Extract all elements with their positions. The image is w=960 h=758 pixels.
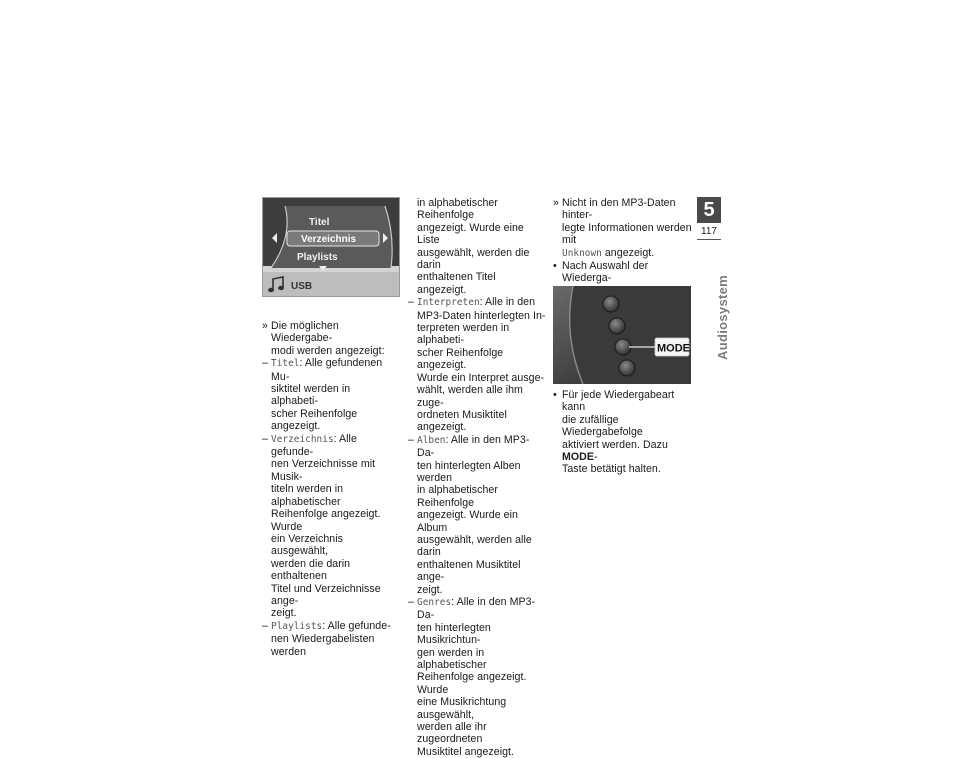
list-item: – Interpreten: Alle in den xyxy=(408,296,536,309)
tab-divider xyxy=(697,239,721,240)
mode-code: Genres xyxy=(417,597,452,608)
text-column-3: » Nicht in den MP3-Daten hinter- legte Informationen werden mit Unknown angezeigt. • Nach Auswahl der Wiederga- xyxy=(553,197,693,374)
display-screenshot xyxy=(262,197,400,297)
list-item: • Nach Auswahl der Wiederga- xyxy=(553,260,649,285)
arrow-marker: » xyxy=(262,320,268,332)
mode-code: Playlists xyxy=(271,620,323,632)
mode-code: Alben xyxy=(417,434,446,446)
mode-code: Titel xyxy=(271,358,300,370)
mode-label: MODE xyxy=(657,342,690,355)
list-item: • Für jede Wiedergabeart kann xyxy=(553,389,675,414)
text-column-3-bottom: • Für jede Wiedergabeart kann die zufällige Wiedergabefolge aktiviert werden. Dazu MODE- Taste betätigt halten. xyxy=(553,389,693,476)
display-source-label: USB xyxy=(291,281,313,292)
mode-key: MODE xyxy=(562,451,594,464)
list-item: – Titel: Alle gefundenen Mu- xyxy=(262,357,383,383)
list-item: – Genres: Alle in den MP3-Da- xyxy=(408,596,536,622)
page-number: 117 xyxy=(701,226,717,237)
unknown-code: Unknown xyxy=(562,247,602,259)
mode-button-photo xyxy=(553,286,691,384)
chapter-number: 5 xyxy=(697,197,721,223)
text-column-2: in alphabetischer Reihenfolge angezeigt. Wurde eine Liste ausgewählt, werden die darin enthaltenen Titel angezeigt. – Interpreten: Alle in den MP3-Daten hinterlegten In- terpreten werden in alphabeti- scher Reihenfolge angezeigt. Wurde ein Interpret ausge- wählt, werden alle ihm zuge- ordneten Musiktitel angezeigt. – Alben: Alle in den MP3-Da- ten hinterlegten Alben werden in alphabetischer Reihenfolge angezeigt. Wurde ein Album ausgewählt, werden alle darin enthaltenen Musiktitel ange- zeigt. – Genres: Alle in den MP3-Da- ten hinterlegten Musikrichtun- gen werden in alphabetischer Reihenfolge angezeigt. Wurde eine Musikrichtung ausgewählt, werden alle ihr zugeordneten Musiktitel angezeigt. xyxy=(408,197,546,758)
mode-code: Interpreten xyxy=(417,297,480,309)
list-item: – Playlists: Alle gefunde- xyxy=(262,619,391,632)
list-item: – Verzeichnis: Alle gefunde- xyxy=(262,432,357,459)
display-menu-item: Playlists xyxy=(297,252,338,263)
mode-code: Verzeichnis xyxy=(271,433,334,445)
text-column-1: » Die möglichen Wiedergabe- modi werden angezeigt: – Titel: Alle gefundenen Mu- siktitel werden in alphabeti- scher Reihenfolge angezeigt. – Verzeichnis: Alle gefunde- nen Verzeichnisse mit Musik- titeln werden in alphabetischer Reihenfolge angezeigt. Wurde ein Verzeichnis ausgewählt, werden die darin enthaltenen Titel und Verzeichnisse ange- zeigt. – Playlists: Alle gefunde- nen Wiedergabelisten werden xyxy=(262,320,400,658)
list-item: – Alben: Alle in den MP3-Da- xyxy=(408,433,530,460)
display-menu-item: Verzeichnis xyxy=(301,234,357,245)
section-title: Audiosystem xyxy=(715,275,730,360)
display-menu-item: Titel xyxy=(309,217,330,228)
